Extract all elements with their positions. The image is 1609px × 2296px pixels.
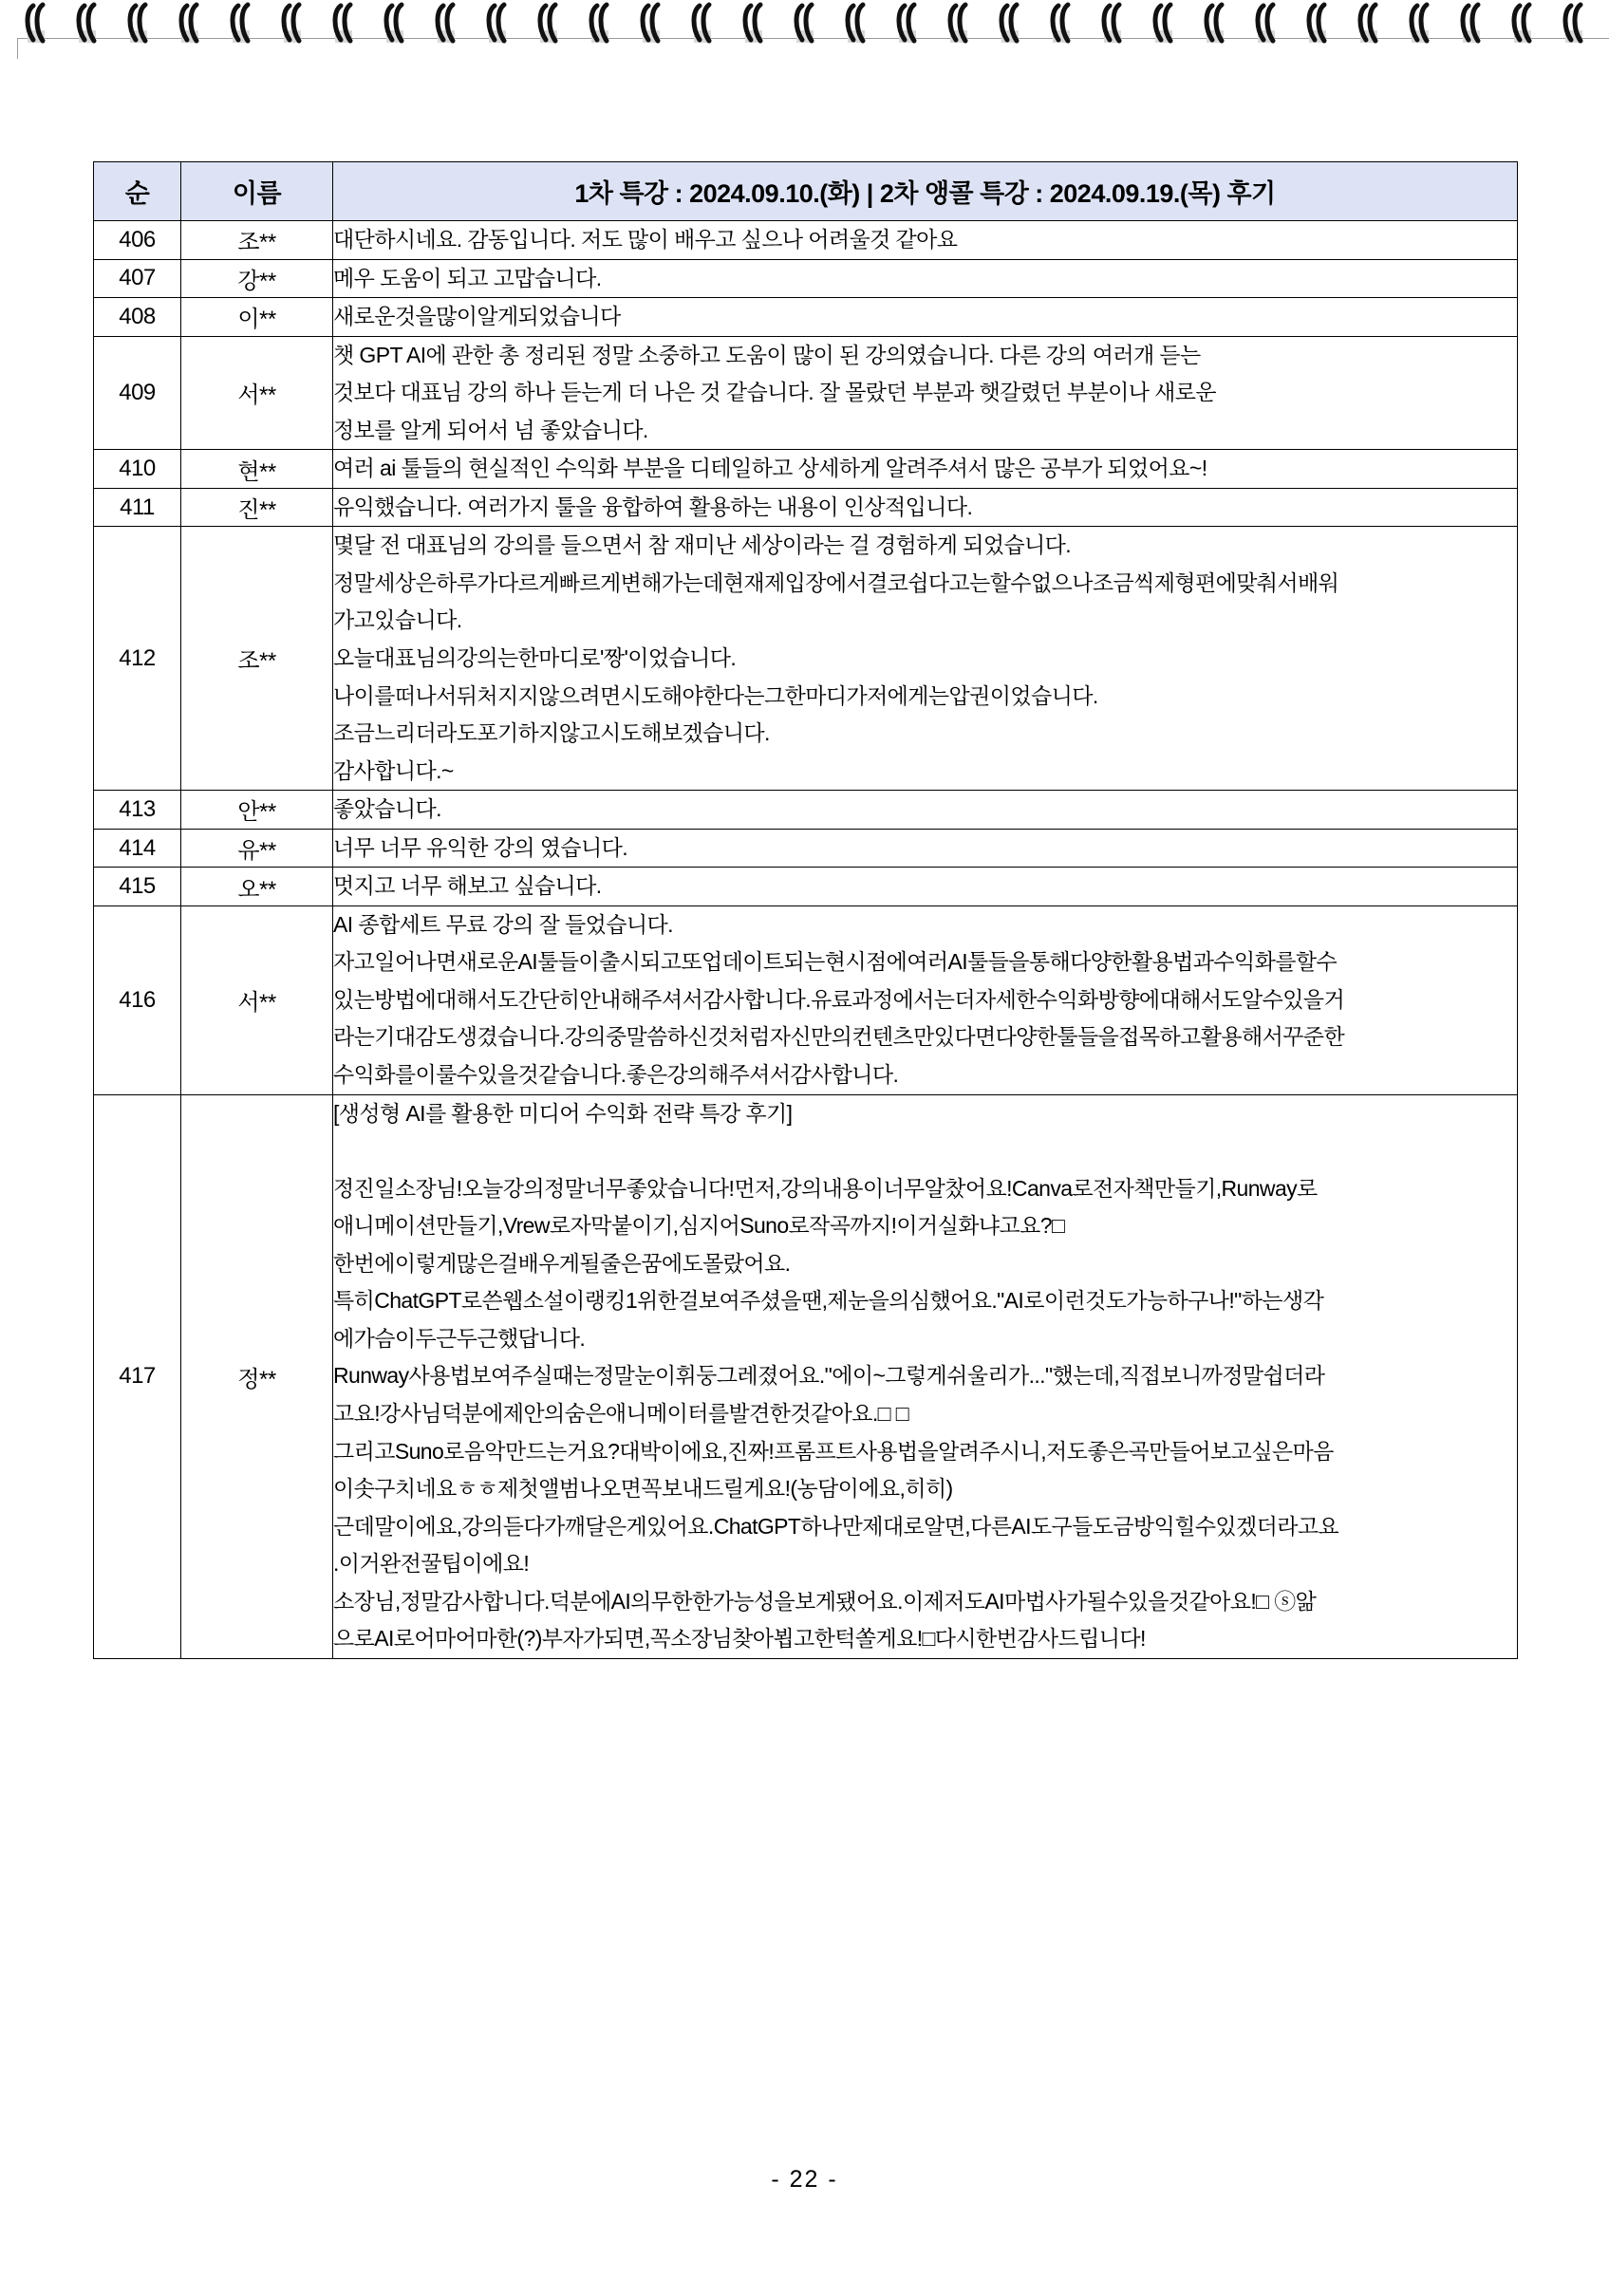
review-line: 몇달 전 대표님의 강의를 들으면서 참 재미난 세상이라는 걸 경험하게 되었습니다. — [333, 532, 1072, 558]
table-row — [94, 829, 1518, 868]
binding-ring — [1511, 2, 1536, 46]
review-line: 정진일소장님!오늘강의정말너무좋았습니다!먼저,강의내용이너무알찼어요!Canva로전자책만들기,Runway로 — [333, 1175, 1318, 1201]
cell-reviewer-name: 조** — [181, 221, 333, 260]
cell-review-text — [333, 488, 1518, 527]
table-row — [94, 488, 1518, 527]
table-row — [94, 1094, 1518, 1658]
table-row — [94, 905, 1518, 1094]
cell-review-text — [333, 527, 1518, 791]
review-line: 멋지고 너무 해보고 싶습니다. — [333, 873, 602, 899]
binding-ring — [230, 2, 254, 46]
binding-ring — [691, 2, 716, 46]
binding-ring — [1409, 2, 1433, 46]
binding-ring — [332, 2, 357, 46]
review-line: 있는방법에대해서도간단히안내해주셔서감사합니다.유료과정에서는더자세한수익화방향에대해서도알수있을거 — [333, 986, 1345, 1012]
review-line: 소장님,정말감사합니다.덕분에AI의무한한가능성을보게됐어요.이제저도AI마법사가될수있을것같아요!□ ⓢ앎 — [333, 1588, 1317, 1614]
cell-reviewer-name: 정** — [181, 1094, 333, 1658]
review-line: 여러 ai 툴들의 현실적인 수익화 부분을 디테일하고 상세하게 알려주셔서 많은 공부가 되었어요~! — [333, 456, 1207, 481]
table-header-row — [94, 162, 1518, 221]
cell-reviewer-name: 진** — [181, 488, 333, 527]
cell-row-number: 411 — [94, 488, 181, 527]
binding-ring — [178, 2, 203, 46]
binding-ring — [537, 2, 562, 46]
binding-ring — [435, 2, 459, 46]
table-row — [94, 791, 1518, 830]
cell-row-number: 414 — [94, 829, 181, 868]
table-row — [94, 450, 1518, 489]
cell-review-text — [333, 450, 1518, 489]
table-row — [94, 298, 1518, 337]
cell-reviewer-name: 현** — [181, 450, 333, 489]
binding-ring — [1204, 2, 1228, 46]
review-line: 유익했습니다. 여러가지 툴을 융합하여 활용하는 내용이 인상적입니다. — [333, 494, 973, 519]
cell-reviewer-name: 서** — [181, 336, 333, 450]
cell-reviewer-name: 조** — [181, 527, 333, 791]
binding-ring — [896, 2, 921, 46]
binding-ring — [794, 2, 818, 46]
cell-review-text — [333, 868, 1518, 906]
binding-ring — [1255, 2, 1280, 46]
cell-review-text — [333, 1094, 1518, 1658]
review-line: 너무 너무 유익한 강의 였습니다. — [333, 834, 627, 860]
review-line: 애니메이션만들기,Vrew로자막붙이기,심지어Suno로작곡까지!이거실화냐고요?□ — [333, 1213, 1065, 1239]
binding-ring — [1460, 2, 1485, 46]
page-sheet — [0, 49, 1609, 2296]
review-line: [생성형 AI를 활용한 미디어 수익화 전략 특강 후기] — [333, 1100, 793, 1126]
review-line: 그리고Suno로음악만드는거요?대박이에요,진짜!프롬프트사용법을알려주시니,저도좋은곡만들어보고싶은마음 — [333, 1438, 1334, 1464]
review-line: 조금느리더라도포기하지않고시도해보겠습니다. — [333, 720, 770, 746]
binding-ring — [486, 2, 511, 46]
review-line: 근데말이에요,강의듣다가깨달은게있어요.ChatGPT하나만제대로알면,다른AI도구들도금방익힐수있겠더라고요 — [333, 1513, 1339, 1539]
review-line: 특히ChatGPT로쓴웹소설이랭킹1위한걸보여주셨을땐,제눈을의심했어요."AI로이런것도가능하구나!"하는생각 — [333, 1288, 1324, 1314]
cell-reviewer-name: 유** — [181, 829, 333, 868]
cell-row-number: 413 — [94, 791, 181, 830]
review-table — [93, 161, 1518, 1659]
cell-review-text — [333, 829, 1518, 868]
cell-row-number: 412 — [94, 527, 181, 791]
cell-reviewer-name: 서** — [181, 905, 333, 1094]
cell-row-number: 407 — [94, 259, 181, 298]
table-row — [94, 336, 1518, 450]
review-line: 정보를 알게 되어서 넘 좋았습니다. — [333, 417, 648, 442]
cell-row-number: 409 — [94, 336, 181, 450]
binding-left-edge — [17, 38, 18, 59]
review-line: 한번에이렇게많은걸배우게될줄은꿈에도몰랐어요. — [333, 1250, 791, 1276]
cell-reviewer-name: 강** — [181, 259, 333, 298]
binding-ring — [999, 2, 1023, 46]
review-line: 것보다 대표님 강의 하나 듣는게 더 나은 것 같습니다. 잘 몰랐던 부분과 햇갈렸던 부분이나 새로운 — [333, 380, 1216, 405]
binding-ring — [1152, 2, 1177, 46]
review-line: 메우 도움이 되고 고맙습니다. — [333, 265, 602, 290]
page-number-footer: - 22 - — [771, 2166, 838, 2193]
binding-ring — [25, 2, 49, 46]
review-line: 고요!강사님덕분에제안의숨은애니메이터를발견한것같아요.□ □ — [333, 1400, 909, 1426]
binding-ring — [1101, 2, 1126, 46]
table-body — [94, 221, 1518, 1659]
cell-row-number: 415 — [94, 868, 181, 906]
review-line: 자고일어나면새로운AI툴들이출시되고또업데이트되는현시점에여러AI툴들을통해다양한활용법과수익화를할수 — [333, 949, 1338, 975]
review-line: 나이를떠나서뒤처지지않으려면시도해야한다는그한마디가저에게는압권이었습니다. — [333, 682, 1098, 708]
spiral-binding — [0, 0, 1609, 49]
binding-ring — [281, 2, 306, 46]
cell-row-number: 408 — [94, 298, 181, 337]
review-line: 정말세상은하루가다르게빠르게변해가는데현재제입장에서결코쉽다고는할수없으나조금씩제형편에맞춰서배워 — [333, 569, 1339, 595]
review-line: 에가슴이두근두근했답니다. — [333, 1325, 586, 1351]
binding-ring — [1562, 2, 1587, 46]
review-line: AI 종합세트 무료 강의 잘 들었습니다. — [333, 911, 673, 937]
cell-review-text — [333, 336, 1518, 450]
review-line: 가고있습니다. — [333, 607, 462, 633]
cell-review-text — [333, 221, 1518, 260]
review-line: 새로운것을많이알게되었습니다 — [333, 304, 621, 329]
review-line: 대단하시네요. 감동입니다. 저도 많이 배우고 싶으나 어려울것 같아요 — [333, 227, 958, 252]
table-row — [94, 259, 1518, 298]
review-line: 라는기대감도생겼습니다.강의중말씀하신것처럼자신만의컨텐츠만있다면다양한툴들을접목하고활용해서꾸준한 — [333, 1024, 1345, 1050]
cell-row-number: 406 — [94, 221, 181, 260]
review-line — [333, 1132, 1517, 1170]
cell-row-number: 410 — [94, 450, 181, 489]
binding-ring — [742, 2, 767, 46]
review-line: 수익화를이룰수있을것같습니다.좋은강의해주셔서감사합니다. — [333, 1062, 899, 1088]
binding-ring — [845, 2, 870, 46]
cell-reviewer-name: 안** — [181, 791, 333, 830]
cell-row-number: 417 — [94, 1094, 181, 1658]
binding-ring — [947, 2, 972, 46]
binding-ring — [384, 2, 408, 46]
binding-ring — [1357, 2, 1382, 46]
review-line: 오늘대표님의강의는한마디로'짱'이었습니다. — [333, 645, 737, 671]
review-line: 이솟구치네요ㅎㅎ제첫앨범나오면꼭보내드릴게요!(농담이에요,히히) — [333, 1476, 953, 1502]
column-header-name: 이름 — [181, 162, 333, 221]
cell-reviewer-name: 오** — [181, 868, 333, 906]
cell-reviewer-name: 이** — [181, 298, 333, 337]
review-line: 좋았습니다. — [333, 796, 441, 822]
column-header-review: 1차 특강 : 2024.09.10.(화) | 2차 앵콜 특강 : 2024.09.19.(목) 후기 — [333, 162, 1518, 221]
cell-review-text — [333, 298, 1518, 337]
cell-review-text — [333, 905, 1518, 1094]
review-line: Runway사용법보여주실때는정말눈이휘둥그레졌어요."에이~그렇게쉬울리가..."했는데,직접보니까정말쉽더라 — [333, 1363, 1325, 1389]
table-row — [94, 527, 1518, 791]
review-line: 으로AI로어마어마한(?)부자가되면,꼭소장님찾아뵙고한턱쏠게요!□다시한번감사드립니다! — [333, 1626, 1146, 1652]
cell-row-number: 416 — [94, 905, 181, 1094]
table-row — [94, 221, 1518, 260]
cell-review-text — [333, 791, 1518, 830]
table-row — [94, 868, 1518, 906]
review-line: .이거완전꿀팁이에요! — [333, 1551, 530, 1577]
cell-review-text — [333, 259, 1518, 298]
binding-ring — [127, 2, 152, 46]
column-header-num: 순 — [94, 162, 181, 221]
binding-ring — [1050, 2, 1075, 46]
table-header — [94, 162, 1518, 221]
binding-ring — [589, 2, 613, 46]
binding-ring — [1306, 2, 1331, 46]
review-line: 감사합니다.~ — [333, 757, 454, 783]
binding-ring — [640, 2, 664, 46]
binding-ring — [76, 2, 101, 46]
review-line: 챗 GPT AI에 관한 총 정리된 정말 소중하고 도움이 많이 된 강의였습니다. 다른 강의 여러개 듣는 — [333, 342, 1201, 367]
